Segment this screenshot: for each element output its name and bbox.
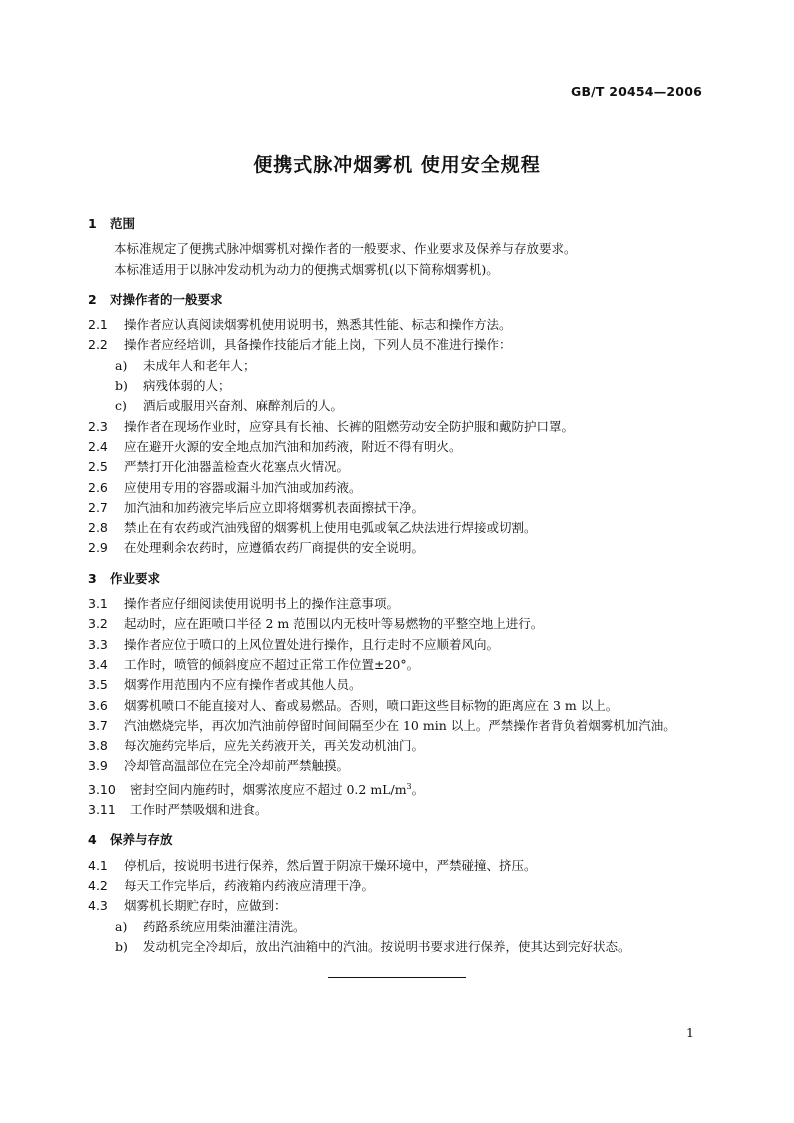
clause-text: 应在避开火源的安全地点加汽油和加药液，附近不得有明火。 bbox=[124, 438, 462, 454]
section-heading-operator-requirements bbox=[88, 290, 706, 310]
list-marker: b) bbox=[115, 938, 128, 954]
clause-text: 每次施药完毕后，应先关药液开关，再关发动机油门。 bbox=[124, 738, 425, 754]
clause-text: 烟雾作用范围内不应有操作者或其他人员。 bbox=[124, 677, 362, 693]
clause bbox=[88, 675, 706, 695]
clause-number: 2.1 bbox=[88, 317, 108, 333]
clause-number: 4.2 bbox=[88, 878, 108, 894]
clause-text: 加汽油和加药液完毕后应立即将烟雾机表面擦拭干净。 bbox=[124, 499, 425, 515]
clause-number: 3.9 bbox=[88, 758, 108, 774]
section-title: 保养与存放 bbox=[110, 832, 173, 848]
clause bbox=[88, 315, 706, 335]
clause-text: 起动时，应在距喷口半径 2 m 范围以内无枝叶等易燃物的平整空地上进行。 bbox=[124, 616, 544, 632]
list-marker: a) bbox=[115, 918, 128, 934]
list-item bbox=[88, 917, 706, 937]
clause bbox=[88, 777, 706, 800]
section-title: 对操作者的一般要求 bbox=[110, 291, 223, 307]
section-number: 3 bbox=[88, 570, 97, 586]
clause-number: 2.8 bbox=[88, 520, 108, 536]
clause-text: 操作者在现场作业时，应穿具有长袖、长裤的阻燃劳动安全防护服和戴防护口罩。 bbox=[124, 418, 575, 434]
list-marker: a) bbox=[115, 357, 128, 373]
clause-text: 操作者应认真阅读烟雾机使用说明书，熟悉其性能、标志和操作方法。 bbox=[124, 317, 512, 333]
clause bbox=[88, 800, 706, 820]
clause-text: 汽油燃烧完毕，再次加汽油前停留时间间隔至少在 10 min 以上。严禁操作者背负着烟雾机加汽油。 bbox=[124, 717, 676, 733]
clause bbox=[88, 594, 706, 614]
clause-number: 3.1 bbox=[88, 596, 108, 612]
clause-number: 2.2 bbox=[88, 337, 108, 353]
clause-text: 操作者应位于喷口的上风位置处进行操作，且行走时不应顺着风向。 bbox=[124, 636, 500, 652]
clause-text: 操作者应仔细阅读使用说明书上的操作注意事项。 bbox=[124, 596, 400, 612]
list-text: 酒后或服用兴奋剂、麻醉剂后的人。 bbox=[143, 398, 344, 414]
clause bbox=[88, 538, 706, 558]
list-item bbox=[88, 396, 706, 416]
clause-number: 2.7 bbox=[88, 499, 108, 515]
clause bbox=[88, 655, 706, 675]
clause-text: 应使用专用的容器或漏斗加汽油或加药液。 bbox=[124, 479, 362, 495]
list-item bbox=[88, 937, 706, 957]
section-title: 作业要求 bbox=[110, 570, 161, 586]
section-heading-operation-requirements bbox=[88, 569, 706, 589]
clause-text: 操作者应经培训，具备操作技能后才能上岗，下列人员不准进行操作： bbox=[124, 337, 512, 353]
clause-text: 严禁打开化油器盖检查火花塞点火情况。 bbox=[124, 459, 350, 475]
clause-number: 3.3 bbox=[88, 636, 108, 652]
page-number: 1 bbox=[686, 1025, 694, 1040]
clause-number: 4.1 bbox=[88, 857, 108, 873]
clause-number: 3.6 bbox=[88, 697, 108, 713]
standard-code: GB/T 20454—2006 bbox=[570, 84, 702, 99]
clause-number: 2.6 bbox=[88, 479, 108, 495]
end-rule bbox=[328, 977, 466, 978]
section-heading-maintenance-storage bbox=[88, 830, 706, 850]
clause-text: 烟雾机喷口不能直接对人、畜或易燃品。否则，喷口距这些目标物的距离应在 3 m 以上。 bbox=[124, 697, 619, 713]
list-text: 发动机完全冷却后，放出汽油箱中的汽油。按说明书要求进行保养，使其达到完好状态。 bbox=[143, 938, 631, 954]
clause-text: 烟雾机长期贮存时，应做到： bbox=[124, 898, 287, 914]
clause-number: 3.5 bbox=[88, 677, 108, 693]
section-number: 4 bbox=[88, 832, 97, 848]
list-text: 药路系统应用柴油灌注清洗。 bbox=[143, 918, 306, 934]
clause bbox=[88, 614, 706, 634]
clause-text: 在处理剩余农药时，应遵循农药厂商提供的安全说明。 bbox=[124, 540, 425, 556]
document-body bbox=[88, 214, 706, 957]
clause bbox=[88, 478, 706, 498]
clause bbox=[88, 498, 706, 518]
clause-number: 3.8 bbox=[88, 738, 108, 754]
clause-number: 3.2 bbox=[88, 616, 108, 632]
clause bbox=[88, 635, 706, 655]
clause bbox=[88, 896, 706, 916]
clause-number: 2.4 bbox=[88, 438, 108, 454]
clause bbox=[88, 876, 706, 896]
list-text: 未成年人和老年人； bbox=[143, 357, 256, 373]
clause-text-end: 。 bbox=[411, 781, 425, 797]
clause-number: 3.11 bbox=[88, 802, 116, 818]
clause-number: 2.9 bbox=[88, 540, 108, 556]
clause bbox=[88, 856, 706, 876]
clause-number: 3.7 bbox=[88, 717, 108, 733]
clause-text: 每天工作完毕后，药液箱内药液应清理干净。 bbox=[124, 878, 375, 894]
clause-number: 2.3 bbox=[88, 418, 108, 434]
clause-text: 禁止在有农药或汽油残留的烟雾机上使用电弧或氧乙炔法进行焊接或切割。 bbox=[124, 520, 537, 536]
list-text: 病残体弱的人； bbox=[143, 378, 231, 394]
clause-number: 2.5 bbox=[88, 459, 108, 475]
paragraph: 本标准适用于以脉冲发动机为动力的便携式烟雾机(以下简称烟雾机)。 bbox=[114, 261, 499, 277]
clause-text: 停机后，按说明书进行保养，然后置于阴凉干燥环境中，严禁碰撞、挤压。 bbox=[124, 857, 537, 873]
list-marker: b) bbox=[115, 378, 128, 394]
list-item bbox=[88, 376, 706, 396]
clause bbox=[88, 736, 706, 756]
clause bbox=[88, 417, 706, 437]
list-marker: c) bbox=[115, 398, 127, 414]
clause bbox=[88, 518, 706, 538]
clause-number: 4.3 bbox=[88, 898, 108, 914]
page-title: 便携式脉冲烟雾机 使用安全规程 bbox=[253, 154, 541, 176]
clause bbox=[88, 437, 706, 457]
clause-text: 工作时，喷管的倾斜度应不超过正常工作位置±20°。 bbox=[124, 656, 420, 672]
section-heading-scope bbox=[88, 214, 706, 234]
section-number: 2 bbox=[88, 291, 97, 307]
clause-number: 3.4 bbox=[88, 656, 108, 672]
clause-number: 3.10 bbox=[88, 781, 116, 797]
paragraph: 本标准规定了便携式脉冲烟雾机对操作者的一般要求、作业要求及保养与存放要求。 bbox=[114, 241, 577, 257]
clause-text: 冷却管高温部位在完全冷却前严禁触摸。 bbox=[124, 758, 350, 774]
section-number: 1 bbox=[88, 216, 97, 231]
section-title: 范围 bbox=[110, 216, 136, 231]
clause bbox=[88, 716, 706, 736]
list-item bbox=[88, 356, 706, 376]
clause bbox=[88, 335, 706, 355]
clause bbox=[88, 457, 706, 477]
clause-text: 工作时严禁吸烟和进食。 bbox=[130, 802, 268, 818]
clause bbox=[88, 696, 706, 716]
superscript: 3 bbox=[406, 781, 412, 791]
clause bbox=[88, 756, 706, 776]
clause-text: 密封空间内施药时，烟雾浓度应不超过 0.2 mL/m bbox=[130, 781, 407, 797]
